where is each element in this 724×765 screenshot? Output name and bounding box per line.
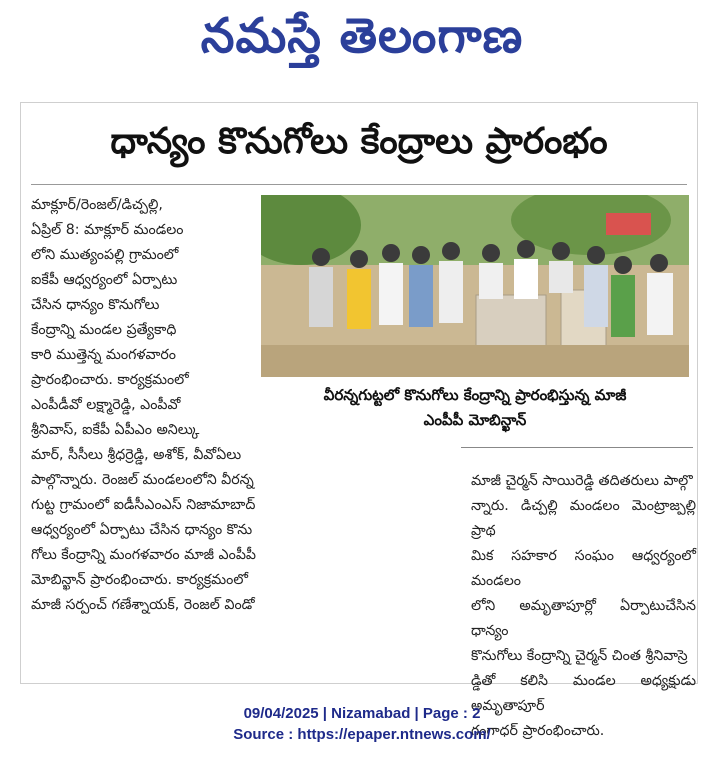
body-line: గంగాధర్ ప్రారంభించారు.	[471, 723, 605, 739]
body-line: మిక సహకార సంఘం ఆధ్వర్యంలో మండలం	[471, 548, 696, 589]
news-photo	[261, 195, 689, 377]
body-line: ఏప్రిల్ 8: మాక్లూర్ మండలం	[31, 222, 184, 238]
caption-divider	[461, 447, 693, 448]
masthead-logo: నమస్తే తెలంగాణ	[200, 8, 524, 64]
body-line: కొనుగోలు కేంద్రాన్ని చైర్మన్ చింత శ్రీనివాస్రె	[471, 648, 688, 664]
body-line: న్నారు. డిచ్పల్లి మండలం మెంట్రాజ్పల్లి ప్రాథ	[471, 498, 696, 539]
body-line: పాల్గొన్నారు. రెంజల్ మండలంలోని వీరన్న	[31, 472, 254, 488]
edition-info: 09/04/2025 | Nizamabad | Page : 2	[243, 705, 481, 722]
body-line: మాజీ చైర్మన్ సాయిరెడ్డి తదితరులు పాల్గొ	[471, 473, 693, 489]
body-line: లోని అమృతాపూర్లో ఏర్పాటుచేసిన ధాన్యం	[471, 598, 696, 639]
body-line: మోబిన్ఖాన్ ప్రారంభించారు. కార్యక్రమంలో	[31, 572, 248, 588]
body-line: ఐకేపీ ఆధ్వర్యంలో ఏర్పాటు	[31, 272, 178, 288]
body-line: కారి ముత్తెన్న మంగళవారం	[31, 347, 176, 363]
body-line: గోలు కేంద్రాన్ని మంగళవారం మాజీ ఎంపీపీ	[31, 547, 257, 563]
article-headline: ధాన్యం కొనుగోలు కేంద్రాలు ప్రారంభం	[110, 121, 608, 162]
body-line: గుట్ట గ్రామంలో ఐడీసీఎంఎస్ నిజామాబాద్	[31, 497, 256, 513]
caption-line: వీరన్నగుట్టలో కొనుగోలు కేంద్రాన్ని ప్రారంభిస్తున్న మాజీ	[323, 386, 627, 404]
page-footer	[0, 703, 724, 745]
body-line: కేంద్రాన్ని మండల ప్రత్యేకాధి	[31, 322, 177, 338]
body-line: డ్డితో కలిసి మండల అధ్యక్షుడు అమృతాపూర్	[471, 673, 696, 714]
body-line: మాజీ సర్పంచ్ గణేశ్నాయక్, రెంజల్ విండో	[31, 597, 255, 613]
source-link[interactable]: Source : https://epaper.ntnews.com/	[233, 726, 491, 743]
body-line: ఆధ్వర్యంలో ఏర్పాటు చేసిన ధాన్యం కొను	[31, 522, 253, 538]
body-line: ఎంపీడీవో లక్ష్మారెడ్డి, ఎంపీవో	[31, 397, 181, 413]
body-line: మాక్లూర్/రెంజల్/డిచ్పల్లి,	[31, 197, 163, 213]
body-line: శ్రీనివాస్, ఐకేపీ ఏపీఎం అనిల్కు	[31, 422, 200, 438]
body-line: చేసిన ధాన్యం కొనుగోలు	[31, 297, 160, 313]
caption-line: ఎంపీపీ మోబిన్ఖాన్	[423, 411, 527, 429]
photo-caption	[261, 383, 689, 433]
body-line: లోని ముత్యంపల్లి గ్రామంలో	[31, 247, 179, 263]
headline-divider	[31, 184, 687, 185]
body-line: ప్రారంభించారు. కార్యక్రమంలో	[31, 372, 189, 388]
body-line: మార్, సీసీలు శ్రీధర్రెడ్డి, అశోక్, వీవోఏలు	[31, 447, 242, 463]
